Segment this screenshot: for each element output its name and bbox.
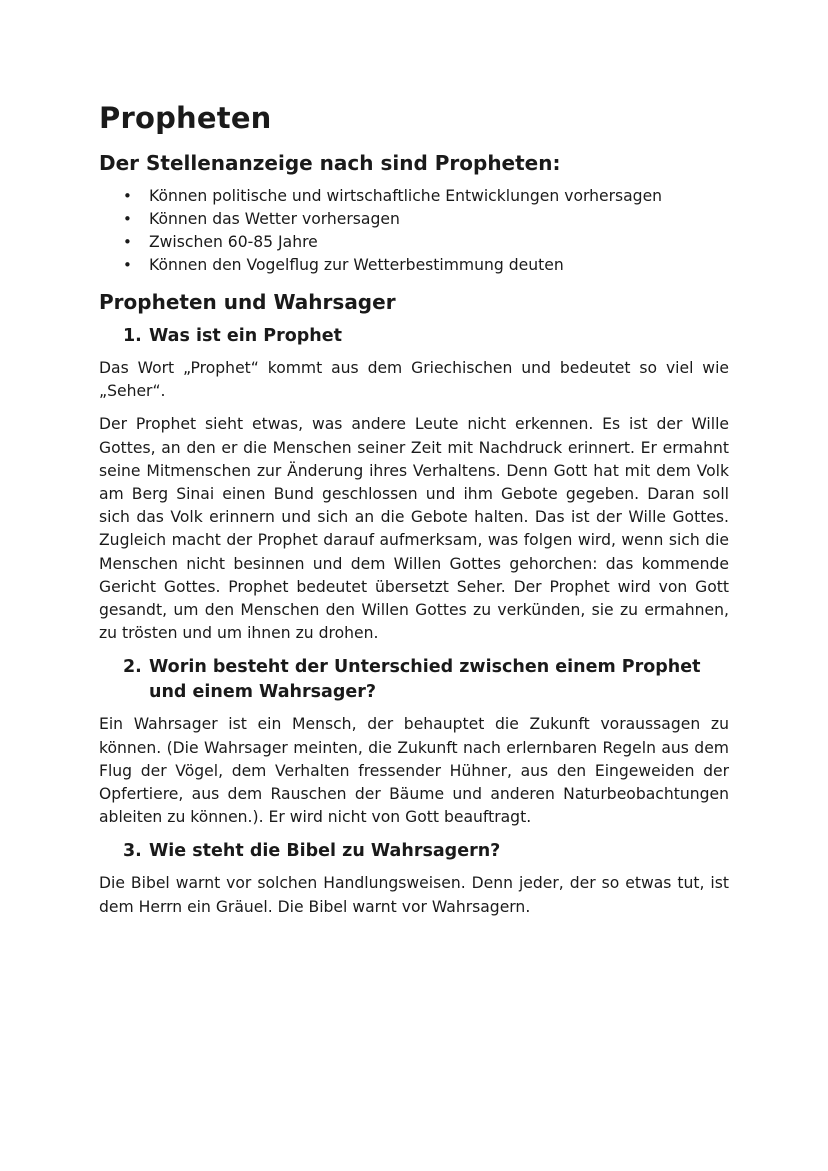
- list-item-text: Können den Vogelflug zur Wetterbestimmung deuten: [149, 256, 564, 274]
- bullet-icon: •: [123, 256, 132, 274]
- question-text: Was ist ein Prophet: [149, 326, 342, 346]
- page-title: Propheten: [99, 101, 272, 135]
- paragraph: Die Bibel warnt vor solchen Handlungsweisen. Denn jeder, der so etwas tut, ist dem Herrn ein Gräuel. Die Bibel warnt vor Wahrsagern.: [99, 874, 729, 916]
- document-page: [99, 96, 729, 929]
- question-heading-2: [99, 655, 729, 705]
- paragraph: Ein Wahrsager ist ein Mensch, der behauptet die Zukunft voraussagen zu können. (Die Wahrsager meinten, die Zukunft nach erlernbaren Regeln aus dem Flug der Vögel, dem Verhalten fressender Hühner, aus den Eingeweiden der Opfertiere, aus dem Rauschen der Bäume und anderen Naturbeobachtungen ableiten zu können.). Er wird nicht von Gott beauftragt.: [99, 715, 729, 827]
- paragraph: Das Wort „Prophet“ kommt aus dem Griechischen und bedeutet so viel wie „Seher“.: [99, 359, 729, 401]
- question-text: Worin besteht der Unterschied zwischen einem Prophet und einem Wahrsager?: [149, 657, 701, 703]
- question-number: 2.: [123, 657, 142, 678]
- bullet-icon: •: [123, 233, 132, 251]
- list-item: [99, 254, 729, 277]
- list-item-text: Können politische und wirtschaftliche Entwicklungen vorhersagen: [149, 187, 663, 205]
- bullet-icon: •: [123, 210, 132, 228]
- list-item: [99, 208, 729, 231]
- section-heading-prophets-fortune-tellers: Propheten und Wahrsager: [99, 290, 396, 314]
- question-number: 1.: [123, 326, 142, 346]
- question-heading-1: [99, 324, 729, 349]
- list-item-text: Können das Wetter vorhersagen: [149, 210, 400, 228]
- list-item: [99, 231, 729, 254]
- question-number: 3.: [123, 841, 142, 862]
- list-item: [99, 185, 729, 208]
- bullet-list: [99, 185, 729, 277]
- bullet-icon: •: [123, 187, 132, 205]
- question-heading-3: [99, 839, 729, 864]
- section-heading-job-ad: Der Stellenanzeige nach sind Propheten:: [99, 151, 561, 175]
- question-text: Wie steht die Bibel zu Wahrsagern?: [149, 841, 501, 862]
- list-item-text: Zwischen 60-85 Jahre: [149, 233, 318, 251]
- paragraph: Der Prophet sieht etwas, was andere Leute nicht erkennen. Es ist der Wille Gottes, an den er die Menschen seiner Zeit mit Nachdruck erinnert. Er ermahnt seine Mitmenschen zur Änderung ihres Verhaltens. Denn Gott hat mit dem Volk am Berg Sinai einen Bund geschlossen und ihm Gebote gegeben. Daran soll sich das Volk erinnern und sich an die Gebote halten. Das ist der Wille Gottes. Zugleich macht der Prophet darauf aufmerksam, was folgen wird, wenn sich die Menschen nicht besinnen und dem Willen Gottes gehorchen: das kommende Gericht Gottes. Prophet bedeutet übersetzt Seher. Der Prophet wird von Gott gesandt, um den Menschen den Willen Gottes zu verkünden, sie zu ermahnen, zu trösten und um ihnen zu drohen.: [99, 415, 729, 643]
